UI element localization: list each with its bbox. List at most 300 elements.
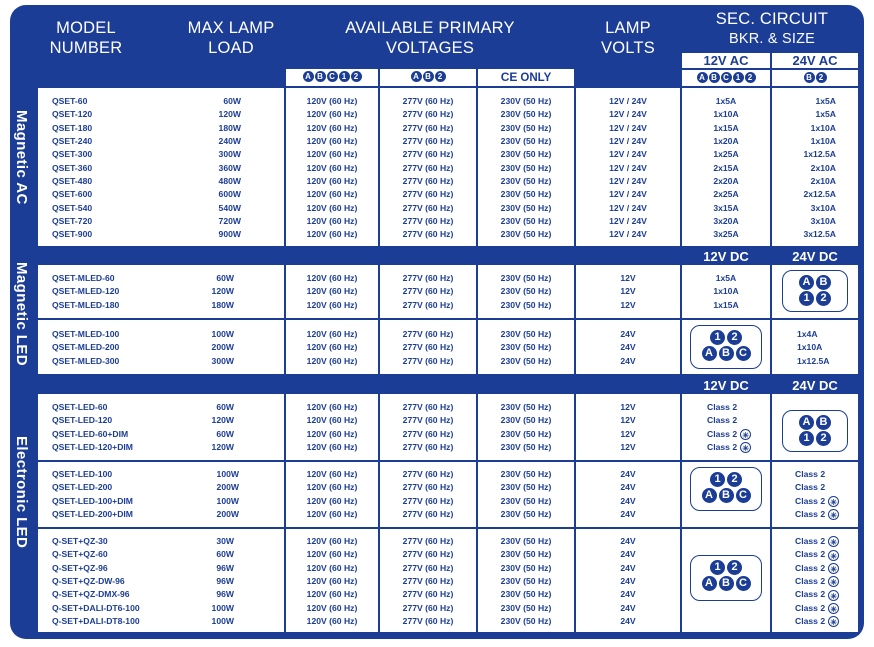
voltage-277v: 277V (60 Hz) [402,286,454,297]
lamp-volts: 12V / 24V [609,202,647,213]
model-number: QSET-60 [52,96,88,106]
voltage-230v: 230V (50 Hz) [500,286,552,297]
voltage-230v: 230V (50 Hz) [500,441,552,452]
badge-row [691,345,761,360]
model-number: QSET-LED-60+DIM [52,428,129,439]
voltage-230v: 230V (50 Hz) [500,273,552,283]
max-lamp-load: 180W [218,122,241,133]
circle-mark-1-icon: 1 [799,431,814,446]
sec24-marks [772,71,858,84]
voltage-277v: 277V (60 Hz) [402,189,454,200]
max-lamp-load: 600W [218,189,241,200]
voltage-230v: 230V (50 Hz) [500,575,552,586]
max-lamp-load: 96W [216,562,234,573]
badge-row [691,487,761,502]
voltage-277v: 277V (60 Hz) [402,109,454,120]
voltage-277v: 277V (60 Hz) [402,122,454,133]
model-number: QSET-300 [52,149,93,160]
max-lamp-load: 120W [211,441,234,452]
voltage-230v: 230V (50 Hz) [500,415,552,426]
voltage-277v: 277V (60 Hz) [402,229,454,240]
model-number: QSET-480 [52,175,93,186]
model-number: QSET-LED-120 [52,415,113,426]
voltage-277v: 277V (60 Hz) [402,589,454,600]
badge-12v-eled2 [690,467,762,511]
badge-12v-mled [690,325,762,369]
voltage-120v: 120V (60 Hz) [306,402,358,412]
voltage-230v: 230V (50 Hz) [500,135,552,146]
voltage-277v: 277V (60 Hz) [402,135,454,146]
model-number: Q-SET+DALI-DT6-100 [52,602,140,613]
band-24vdc-label-el: 24V DC [792,378,838,393]
model-number: QSET-MLED-120 [52,286,120,297]
model-number: QSET-MLED-100 [52,329,120,339]
voltage-120v: 120V (60 Hz) [306,469,358,479]
badge-row [783,415,847,430]
max-lamp-load: 60W [223,96,241,106]
circle-mark-1-icon: 1 [799,291,814,306]
max-lamp-load: 180W [211,299,234,310]
max-lamp-load: 100W [216,469,239,479]
voltage-230v: 230V (50 Hz) [500,428,552,439]
circle-mark-1-icon: 1 [339,71,350,82]
lamp-volts: 12V [620,441,636,452]
class-2-text: Class 2 [795,589,826,600]
voltage-277v: 277V (60 Hz) [402,149,454,160]
max-lamp-load: 100W [211,615,234,626]
sec-circuit-12v: 3x25A [713,229,739,240]
ce-only-text: ONLY [520,72,552,84]
sec-circuit-24v: 1x10A [810,135,836,146]
voltage-230v: 230V (50 Hz) [500,549,552,560]
dimming-star-icon: ✳ [828,603,839,614]
voltage-230v: 230V (50 Hz) [500,149,552,160]
voltage-120v: 120V (60 Hz) [306,441,358,452]
class-2-label [795,508,839,521]
sec-circuit-24v: 1x10A [797,342,823,353]
sec-circuit-12v: 3x20A [713,215,739,226]
class-2-text: Class 2 [707,402,738,412]
lamp-volts: 24V [620,575,636,586]
circle-mark-2-icon: 2 [816,431,831,446]
circle-mark-a-icon: A [697,72,708,83]
band-label-magnetic-led: Magnetic LED [13,262,30,366]
band-12vdc-label-el: 12V DC [703,378,749,393]
circle-mark-1-icon: 1 [710,330,725,345]
voltage-120v: 120V (60 Hz) [306,149,358,160]
voltage-277v: 277V (60 Hz) [402,162,454,173]
voltage-230v: 230V (50 Hz) [500,355,552,366]
sec-circuit-12v: 2x15A [713,162,739,173]
lamp-volts: 12V / 24V [609,189,647,200]
dimming-star-icon: ✳ [740,442,751,453]
sec-circuit-24v: 1x5A [815,109,836,120]
class-2-label [795,495,839,508]
sec-circuit-12v: 1x10A [713,286,739,297]
badge-row [783,290,847,305]
circle-mark-1-icon: 1 [733,72,744,83]
lamp-volts: 12V [620,402,636,412]
voltage-230v: 230V (50 Hz) [500,162,552,173]
voltage-277v: 277V (60 Hz) [402,428,454,439]
sec-circuit-24v: 2x12.5A [803,189,836,200]
sec-circuit-12v: 2x20A [713,175,739,186]
lamp-volts: 24V [620,615,636,626]
max-lamp-load: 900W [218,229,241,240]
dimming-star-icon: ✳ [828,563,839,574]
voltage-120v: 120V (60 Hz) [306,286,358,297]
circle-mark-1-icon: 1 [710,560,725,575]
voltage-120v: 120V (60 Hz) [306,202,358,213]
voltage-230v: 230V (50 Hz) [500,589,552,600]
voltage-120v: 120V (60 Hz) [306,549,358,560]
max-lamp-load: 200W [216,508,239,519]
max-lamp-load: 30W [216,536,234,546]
voltage-120v: 120V (60 Hz) [306,508,358,519]
class-2-label [795,548,839,561]
circle-mark-2-icon: 2 [727,330,742,345]
max-lamp-load: 480W [218,175,241,186]
max-lamp-load: 540W [218,202,241,213]
voltage-120v: 120V (60 Hz) [306,415,358,426]
sec-circuit-12v: 3x15A [713,202,739,213]
voltage-230v: 230V (50 Hz) [500,536,552,546]
class-2-text: Class 2 [795,575,826,586]
voltage-277v: 277V (60 Hz) [402,536,454,546]
voltage-277v: 277V (60 Hz) [402,329,454,339]
voltage-230v: 230V (50 Hz) [500,175,552,186]
lamp-volts: 12V / 24V [609,96,647,106]
model-number: Q-SET+QZ-DMX-96 [52,589,130,600]
lamp-volts: 24V [620,549,636,560]
max-lamp-load: 60W [216,428,234,439]
sec-circuit-24v: 1x12.5A [803,149,836,160]
voltage-277v: 277V (60 Hz) [402,202,454,213]
lamp-volts: 24V [620,342,636,353]
circle-mark-b-icon: B [719,346,734,361]
circle-mark-c-icon: C [327,71,338,82]
dimming-star-icon: ✳ [828,536,839,547]
voltage-120v: 120V (60 Hz) [306,562,358,573]
max-lamp-load: 240W [218,135,241,146]
class-2-label [795,615,839,628]
voltage-277v: 277V (60 Hz) [402,482,454,493]
class-2-text: Class 2 [795,469,826,479]
badge-row [691,472,761,487]
lamp-volts: 12V [620,428,636,439]
sec-circuit-24v: 3x10A [810,202,836,213]
model-number: QSET-LED-200+DIM [52,508,133,519]
class-2-label [795,602,839,615]
sec-circuit-12v: 1x10A [713,109,739,120]
lamp-volts: 12V [620,415,636,426]
circle-mark-2-icon: 2 [435,71,446,82]
lamp-volts: 24V [620,602,636,613]
max-lamp-load: 120W [211,415,234,426]
badge-row [783,275,847,290]
class-2-label [795,588,839,601]
voltage-230v: 230V (50 Hz) [500,229,552,240]
voltage-230v: 230V (50 Hz) [500,299,552,310]
voltage-230v: 230V (50 Hz) [500,469,552,479]
voltage-230v: 230V (50 Hz) [500,96,552,106]
voltage-120v: 120V (60 Hz) [306,495,358,506]
circle-mark-b-icon: B [719,488,734,503]
max-lamp-load: 360W [218,162,241,173]
model-number: Q-SET+DALI-DT8-100 [52,615,140,626]
model-number: QSET-720 [52,215,93,226]
voltage-277v: 277V (60 Hz) [402,402,454,412]
circle-mark-b-icon: B [719,576,734,591]
class-2-text: Class 2 [707,428,738,439]
voltage-120v: 120V (60 Hz) [306,536,358,546]
dimming-star-icon: ✳ [740,429,751,440]
voltage-277v: 277V (60 Hz) [402,215,454,226]
circle-mark-c-icon: C [721,72,732,83]
circle-mark-a-icon: A [303,71,314,82]
class-2-label [707,401,737,414]
circle-mark-c-icon: C [736,576,751,591]
class-2-label [795,481,825,494]
voltage-120v: 120V (60 Hz) [306,428,358,439]
lamp-volts: 12V / 24V [609,135,647,146]
badge-row [783,430,847,445]
voltage-277v: 277V (60 Hz) [402,96,454,106]
ce-only-label [478,69,574,87]
class-2-text: Class 2 [795,536,826,546]
voltage-277v: 277V (60 Hz) [402,602,454,613]
dimming-star-icon: ✳ [828,616,839,627]
sec-circuit-24v: 3x10A [810,215,836,226]
voltage-277v: 277V (60 Hz) [402,299,454,310]
sec-circuit-12v: 1x20A [713,135,739,146]
lamp-volts: 24V [620,508,636,519]
model-number: QSET-LED-200 [52,482,113,493]
model-number: Q-SET+QZ-DW-96 [52,575,125,586]
max-lamp-load: 300W [211,355,234,366]
badge-24v-mled [782,270,848,312]
lamp-volts: 12V / 24V [609,122,647,133]
voltage-277v: 277V (60 Hz) [402,441,454,452]
model-number: QSET-MLED-180 [52,299,120,310]
model-number: QSET-MLED-200 [52,342,120,353]
max-lamp-load: 100W [216,495,239,506]
circle-mark-1-icon: 1 [710,472,725,487]
circle-mark-2-icon: 2 [351,71,362,82]
band-24vdc-label: 24V DC [792,249,838,264]
voltage-277v: 277V (60 Hz) [402,415,454,426]
lamp-volts: 24V [620,562,636,573]
header-available-primary-voltages: AVAILABLE PRIMARY VOLTAGES [345,19,515,57]
class-2-text: Class 2 [795,562,826,573]
voltage-120v: 120V (60 Hz) [306,615,358,626]
lamp-volts: 24V [620,355,636,366]
voltage-277v: 277V (60 Hz) [402,495,454,506]
model-number: QSET-LED-120+DIM [52,441,133,452]
voltage-120v: 120V (60 Hz) [306,299,358,310]
voltage-120v: 120V (60 Hz) [306,602,358,613]
model-number: QSET-MLED-300 [52,355,120,366]
sec-circuit-12v: 1x5A [715,96,737,106]
max-lamp-load: 60W [216,549,234,560]
model-number: Q-SET+QZ-96 [52,562,108,573]
band-label-electronic-led: Electronic LED [13,436,30,549]
circle-mark-c-icon: C [736,488,751,503]
hdr-sec-divider [682,68,858,70]
circle-mark-2-icon: 2 [727,560,742,575]
voltage-277v: 277V (60 Hz) [402,508,454,519]
lamp-volts: 24V [620,495,636,506]
circle-mark-b-icon: B [315,71,326,82]
circle-mark-b-icon: B [816,415,831,430]
sec12-marks [682,71,770,84]
voltage-277v: 277V (60 Hz) [402,615,454,626]
model-number: Q-SET+QZ-60 [52,549,108,560]
circle-mark-b-icon: B [804,72,815,83]
badge-12v-eled3 [690,555,762,601]
voltage-230v: 230V (50 Hz) [500,329,552,339]
voltage-120v: 120V (60 Hz) [306,122,358,133]
voltage-120v: 120V (60 Hz) [306,482,358,493]
lamp-volts: 12V / 24V [609,162,647,173]
dimming-star-icon: ✳ [828,496,839,507]
voltage-277v: 277V (60 Hz) [402,562,454,573]
sec-circuit-24v: 1x12.5A [797,355,830,366]
sec-circuit-12v: 2x25A [713,189,739,200]
badge-24v-eled1 [782,410,848,452]
dimming-star-icon: ✳ [828,576,839,587]
header-model-number: MODEL NUMBER [49,19,123,57]
model-number: QSET-120 [52,109,93,120]
lamp-volts: 12V / 24V [609,109,647,120]
class-2-label [707,414,737,427]
sec-12vac-label: 12V AC [682,53,770,68]
voltage-marks-277 [380,70,476,84]
circle-mark-2-icon: 2 [745,72,756,83]
class-2-label [707,441,751,454]
sec-24vac-label: 24V AC [772,53,858,68]
voltage-120v: 120V (60 Hz) [306,175,358,186]
voltage-230v: 230V (50 Hz) [500,562,552,573]
header-sec-circuit: SEC. CIRCUIT BKR. & SIZE [715,10,829,47]
voltage-120v: 120V (60 Hz) [306,355,358,366]
circle-mark-b-icon: B [709,72,720,83]
max-lamp-load: 720W [218,215,241,226]
voltage-230v: 230V (50 Hz) [500,495,552,506]
sec-circuit-24v: 1x10A [810,122,836,133]
model-number: QSET-LED-100 [52,469,113,479]
model-number: QSET-360 [52,162,93,173]
model-number: QSET-600 [52,189,93,200]
voltage-277v: 277V (60 Hz) [402,549,454,560]
lamp-volts: 24V [620,469,636,479]
class-2-label [795,575,839,588]
voltage-120v: 120V (60 Hz) [306,589,358,600]
voltage-230v: 230V (50 Hz) [500,109,552,120]
voltage-277v: 277V (60 Hz) [402,175,454,186]
class-2-text: Class 2 [707,441,738,452]
max-lamp-load: 60W [216,402,234,412]
model-number: Q-SET+QZ-30 [52,536,108,546]
band-12vdc-label: 12V DC [703,249,749,264]
dimming-star-icon: ✳ [828,550,839,561]
voltage-120v: 120V (60 Hz) [306,215,358,226]
header-max-lamp-load: MAX LAMP LOAD [187,19,275,57]
sec-circuit-12v: 1x15A [713,299,739,310]
lamp-volts: 24V [620,329,636,339]
class-2-text: Class 2 [707,415,738,426]
voltage-230v: 230V (50 Hz) [500,122,552,133]
voltage-277v: 277V (60 Hz) [402,342,454,353]
circle-mark-a-icon: A [411,71,422,82]
class-2-label [795,468,825,481]
lamp-volts: 12V / 24V [609,215,647,226]
model-number: QSET-240 [52,135,93,146]
voltage-120v: 120V (60 Hz) [306,189,358,200]
model-number: QSET-540 [52,202,93,213]
max-lamp-load: 96W [216,575,234,586]
voltage-277v: 277V (60 Hz) [402,273,454,283]
class-2-text: Class 2 [795,508,826,519]
voltage-120v: 120V (60 Hz) [306,109,358,120]
circle-mark-a-icon: A [799,415,814,430]
circle-mark-2-icon: 2 [727,472,742,487]
circle-mark-a-icon: A [799,275,814,290]
class-2-text: Class 2 [795,602,826,613]
sec-circuit-24v: 2x10A [810,162,836,173]
voltage-120v: 120V (60 Hz) [306,135,358,146]
voltage-230v: 230V (50 Hz) [500,402,552,412]
dimming-star-icon: ✳ [828,509,839,520]
class-2-label [795,562,839,575]
circle-mark-2-icon: 2 [816,72,827,83]
voltage-120v: 120V (60 Hz) [306,273,358,283]
model-number: QSET-LED-60 [52,402,108,412]
max-lamp-load: 300W [218,149,241,160]
circle-mark-a-icon: A [702,576,717,591]
lamp-volts: 12V / 24V [609,229,647,240]
max-lamp-load: 100W [211,329,234,339]
class-2-label [707,428,751,441]
max-lamp-load: 200W [211,342,234,353]
voltage-120v: 120V (60 Hz) [306,575,358,586]
lamp-volts: 24V [620,482,636,493]
band-label-magnetic-ac: Magnetic AC [13,110,30,205]
max-lamp-load: 96W [216,589,234,600]
model-number: QSET-900 [52,229,93,240]
lamp-volts: 12V / 24V [609,175,647,186]
voltage-230v: 230V (50 Hz) [500,482,552,493]
voltage-230v: 230V (50 Hz) [500,508,552,519]
circle-mark-c-icon: C [736,346,751,361]
circle-mark-2-icon: 2 [816,291,831,306]
sec-circuit-24v: 2x10A [810,175,836,186]
header-lamp-volts: LAMP VOLTS [601,19,655,57]
lamp-volts: 12V [620,286,636,297]
class-2-text: Class 2 [795,549,826,560]
ce-mark-icon: CE [500,70,518,84]
model-number: QSET-LED-100+DIM [52,495,133,506]
max-lamp-load: 100W [211,602,234,613]
class-2-text: Class 2 [795,482,826,493]
badge-row [691,330,761,345]
voltage-230v: 230V (50 Hz) [500,202,552,213]
circle-mark-b-icon: B [816,275,831,290]
sec-circuit-12v: 1x25A [713,149,739,160]
circle-mark-b-icon: B [423,71,434,82]
sec-circuit-24v: 1x5A [815,96,836,106]
voltage-120v: 120V (60 Hz) [306,162,358,173]
